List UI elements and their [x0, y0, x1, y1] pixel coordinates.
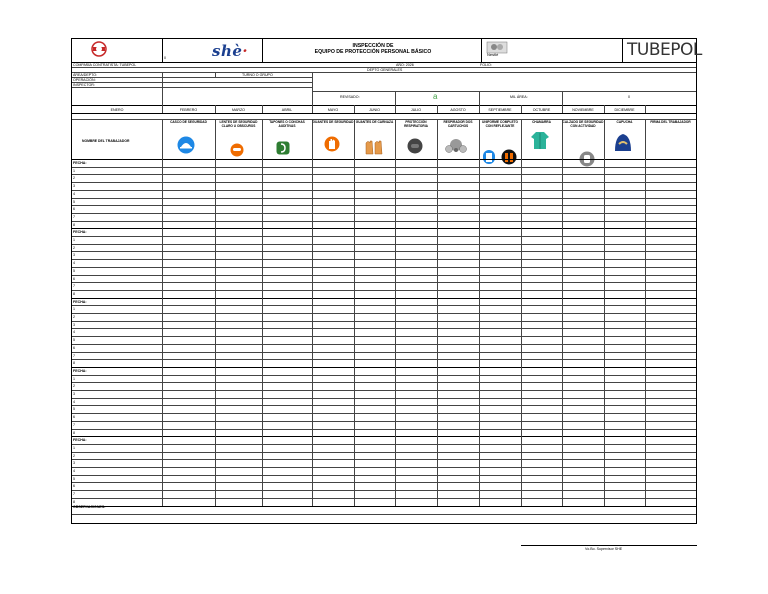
year-label: AÑO: 2026 — [396, 63, 414, 67]
column-header-12: FIRMA DEL TRABAJADOR — [650, 120, 691, 124]
row-number: 5 — [73, 338, 75, 343]
row-number: 5 — [73, 268, 75, 273]
row-number: 1 — [73, 376, 75, 381]
area-label: ÁREA/DEPTO: — [73, 73, 98, 77]
row-number: 5 — [73, 476, 75, 481]
row-number: 1 — [73, 238, 75, 242]
row-number: 3 — [73, 392, 75, 396]
row-number: 8 — [73, 222, 75, 227]
earplug-icon — [276, 141, 290, 160]
month-noviembre: NOVIEMBRE — [572, 108, 594, 112]
row-number: 7 — [73, 353, 75, 358]
month-julio: JULIO — [410, 108, 422, 112]
row-number: 7 — [73, 422, 75, 427]
month-junio: JUNIO — [369, 108, 380, 112]
row-number: 6 — [73, 415, 75, 420]
observations-label: OBSERVACIONES: — [73, 505, 106, 509]
shift-label: TURNO O GRUPO — [242, 73, 273, 77]
gas-mask-icon — [445, 137, 467, 160]
row-number: 6 — [73, 276, 75, 281]
row-number: 6 — [73, 207, 75, 212]
month-diciembre: DICIEMBRE — [614, 108, 635, 112]
row-number: 6 — [73, 484, 75, 489]
row-number: 5 — [73, 199, 75, 204]
month-octubre: OCTUBRE — [532, 108, 551, 112]
inspector-label: INSPECTOR: — [73, 83, 95, 87]
row-number: 8 — [73, 291, 75, 296]
company-label: COMPAÑÍA CONTRATISTA: TUBEPOL — [73, 63, 137, 67]
jacket-icon — [530, 130, 550, 155]
worker-name-header: NOMBRE DEL TRABAJADOR — [82, 139, 130, 143]
column-header-11: CAPUCHA — [616, 120, 633, 124]
row-number: 2 — [73, 384, 75, 389]
row-number: 3 — [73, 253, 75, 258]
signature-line — [521, 545, 697, 546]
section-date-label: FECHA: — [73, 368, 87, 373]
respirator-icon — [407, 138, 423, 159]
month-enero: ENERO — [110, 108, 124, 112]
row-number: 4 — [73, 469, 75, 473]
row-number: 1 — [73, 307, 75, 312]
folio-label: FOLIO: — [480, 63, 492, 67]
department-label: DEPTO GENERALES — [367, 68, 403, 72]
row-number: 2 — [73, 176, 75, 181]
column-header-5: GUANTES DE CARNAZA — [355, 120, 394, 124]
row-number: 4 — [73, 191, 75, 196]
page-title: INSPECCIÓN DE EQUIPO DE PROTECCIÓN PERSONAL BÁSICO — [314, 43, 432, 55]
approved-check-mark: a — [433, 92, 438, 101]
row-number: 3 — [73, 322, 75, 327]
column-header-2: LENTES DE SEGURIDAD CLARO U OBSCUROS — [219, 120, 258, 128]
work-gloves-icon — [364, 137, 384, 160]
section-date-label: FECHA: — [73, 299, 87, 304]
shei-logo: shè· — [212, 42, 249, 60]
row-number: 4 — [73, 399, 75, 404]
column-header-3: TAPONES O CONCHAS AUDITIVAS — [269, 120, 305, 128]
nestle-logo-icon: Nestlé — [485, 41, 509, 59]
boots-icon — [579, 151, 595, 172]
row-number: 5 — [73, 407, 75, 412]
tubepol-logo: TUBEPOL — [627, 40, 702, 60]
row-number: 2 — [73, 453, 75, 458]
row-number: 2 — [73, 245, 75, 250]
row-number: 7 — [73, 214, 75, 219]
row-number: 2 — [73, 315, 75, 319]
column-header-6: PROTECCIÓN RESPIRATORIA — [404, 120, 428, 128]
month-agosto: AGOSTO — [450, 108, 466, 112]
month-marzo: MARZO — [232, 108, 245, 112]
row-number: 7 — [73, 284, 75, 289]
row-number: 1 — [73, 168, 75, 173]
revised-label: REVISADO: — [340, 95, 360, 99]
hardhat-icon — [177, 136, 195, 159]
safety-logo-icon — [88, 41, 110, 57]
row-number: 3 — [73, 461, 75, 466]
row-number: 8 — [73, 499, 75, 504]
section-date-label: FECHA: — [73, 161, 87, 165]
signature-label: Vo.Bo. Supervisor SHE — [585, 547, 623, 551]
row-number: 8 — [73, 430, 75, 435]
section-date-label: FECHA: — [73, 438, 87, 443]
column-header-9: CHAMARRA — [532, 120, 551, 124]
column-header-4: GUANTES DE SEGURIDAD — [312, 120, 354, 124]
month-septiembre: SEPTIEMBRE — [488, 108, 512, 112]
zero-mark: 0 — [164, 56, 166, 60]
row-number: 6 — [73, 345, 75, 350]
column-header-7: RESPIRADOR DOS CARTUCHOS — [443, 120, 473, 128]
inspection-sheet — [71, 38, 702, 524]
month-mayo: MAYO — [327, 108, 339, 112]
month-abril: ABRIL — [281, 108, 293, 112]
row-number: 3 — [73, 184, 75, 189]
row-number: 4 — [73, 330, 75, 335]
section-date-label: FECHA: — [73, 230, 87, 235]
glove-icon — [324, 135, 340, 158]
operation-label: OPERACIÓN: — [73, 78, 96, 82]
column-header-10: CALZADO DE SEGURIDAD CON ACTIVIDAD — [562, 120, 604, 128]
row-number: 8 — [73, 361, 75, 366]
approved-area-label: MIL ÁREA: — [510, 95, 528, 99]
column-header-1: CASCO DE SEGURIDAD — [170, 120, 207, 124]
column-header-8: UNIFORME COMPLETO CON REFLEJANTE — [482, 120, 518, 128]
zero-right-mark: 0 — [628, 95, 630, 99]
row-number: 7 — [73, 492, 75, 497]
hood-icon — [612, 132, 634, 157]
row-number: 1 — [73, 445, 75, 450]
month-febrero: FEBRERO — [179, 108, 198, 112]
row-number: 4 — [73, 261, 75, 266]
